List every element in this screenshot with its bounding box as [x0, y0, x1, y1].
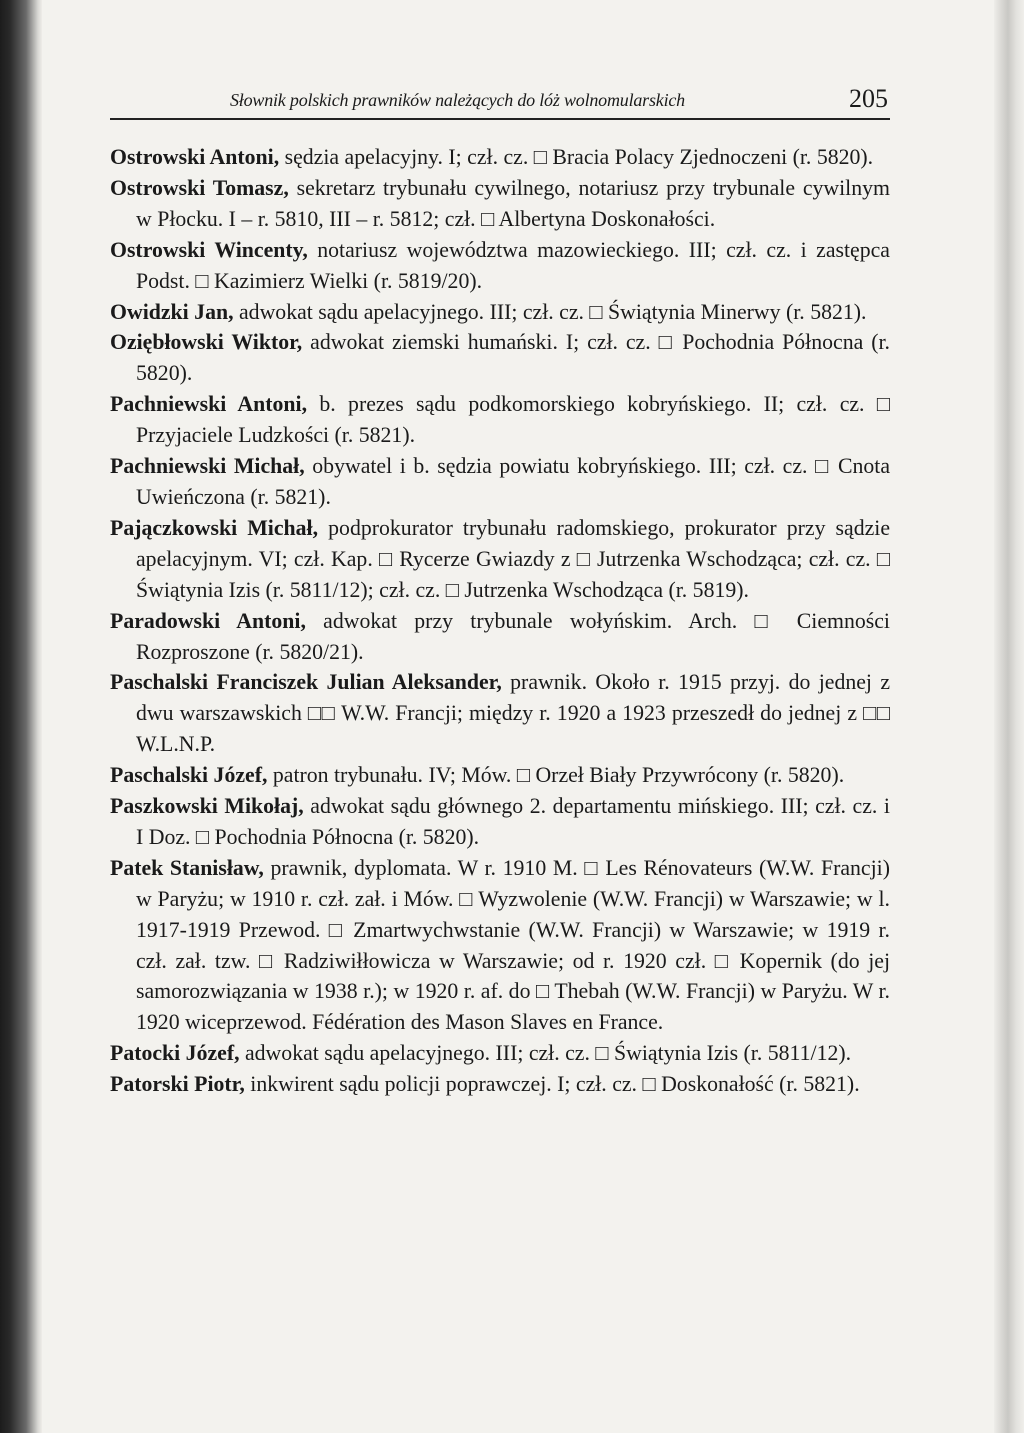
entry-name: Pajączkowski Michał, [110, 515, 319, 540]
dictionary-entry [110, 853, 890, 1038]
dictionary-entry [110, 173, 890, 235]
entry-name: Ostrowski Wincenty, [110, 237, 308, 262]
dictionary-entry [110, 389, 890, 451]
dictionary-entry [110, 760, 890, 791]
dictionary-entry [110, 667, 890, 760]
dictionary-entries [110, 142, 890, 1100]
entry-name: Paradowski Antoni, [110, 608, 306, 633]
dictionary-entry [110, 606, 890, 668]
entry-text: podprokurator trybunału radomskiego, prokurator przy sądzie apelacyjnym. VI; czł. Kap. □ Rycerze Gwiazdy z □ Jutrzenka Wschodząca; czł. cz. □ Świątynia Izis (r. 5811/12); czł. cz. □ Jutrzenka Wschodząca (r. 5819). [136, 515, 891, 602]
dictionary-entry [110, 235, 890, 297]
entry-text: sekretarz trybunału cywilnego, notariusz przy trybunale cywilnym w Płocku. I – r. 5810, III – r. 5812; czł. □ Albertyna Doskonałości. [136, 175, 890, 231]
page-header [110, 84, 890, 120]
entry-text: notariusz województwa mazowieckiego. III; czł. cz. i zastępca Podst. □ Kazimierz Wielki (r. 5819/20). [136, 237, 890, 293]
entry-text: adwokat przy trybunale wołyńskim. Arch. □ Ciemności Rozproszone (r. 5820/21). [136, 608, 890, 664]
entry-name: Patek Stanisław, [110, 855, 264, 880]
scan-edge-right [994, 0, 1024, 1433]
entry-name: Patorski Piotr, [110, 1072, 245, 1097]
dictionary-entry [110, 1069, 890, 1100]
entry-text: patron trybunału. IV; Mów. □ Orzeł Biały Przywrócony (r. 5820). [267, 763, 845, 788]
dictionary-entry [110, 297, 890, 328]
entry-name: Paszkowski Mikołaj, [110, 794, 304, 819]
dictionary-entry [110, 451, 890, 513]
entry-name: Ostrowski Tomasz, [110, 175, 289, 200]
entry-text: prawnik, dyplomata. W r. 1910 M. □ Les Rénovateurs (W.W. Francji) w Paryżu; w 1910 r. czł. zał. i Mów. □ Wyzwolenie (W.W. Francji) w Warszawie; w l. 1917-1919 Przewod. □ Zmartwychwstanie (W.W. Francji) w Warszawie; w 1919 r. czł. zał. tzw. □ Radziwiłłowicza w Warszawie; od r. 1920 czł. □ Kopernik (do jej samorozwiązania w 1938 r.); w 1920 r. af. do □ Thebah (W.W. Francji) w Paryżu. W r. 1920 wiceprzewod. Fédération des Mason Slaves en France. [136, 855, 890, 1035]
entry-text: b. prezes sądu podkomorskiego kobryńskiego. II; czł. cz. □ Przyjaciele Ludzkości (r. 5821). [136, 392, 890, 448]
entry-name: Owidzki Jan, [110, 299, 234, 324]
entry-text: obywatel i b. sędzia powiatu kobryńskiego. III; czł. cz. □ Cnota Uwieńczona (r. 5821). [136, 454, 891, 509]
entry-text: prawnik. Około r. 1915 przyj. do jednej z dwu warszawskich □□ W.W. Francji; między r. 1920 a 1923 przeszedł do jednej z □□ W.L.N.P. [136, 670, 890, 757]
entry-text: adwokat sądu głównego 2. departamentu mińskiego. III; czł. cz. i I Doz. □ Pochodnia Północna (r. 5820). [136, 794, 890, 849]
dictionary-entry [110, 142, 890, 173]
scan-edge-left [0, 0, 42, 1433]
dictionary-entry [110, 1038, 890, 1069]
entry-text: adwokat sądu apelacyjnego. III; czł. cz. □ Świątynia Minerwy (r. 5821). [233, 299, 867, 324]
entry-name: Oziębłowski Wiktor, [110, 330, 303, 355]
page-number: 205 [849, 84, 888, 113]
entry-text: sędzia apelacyjny. I; czł. cz. □ Bracia Polacy Zjednoczeni (r. 5820). [279, 145, 874, 169]
entry-text: inkwirent sądu policji poprawczej. I; czł. cz. □ Doskonałość (r. 5821). [244, 1072, 860, 1097]
entry-name: Ostrowski Antoni, [110, 145, 280, 169]
dictionary-entry [110, 791, 890, 853]
entry-name: Pachniewski Antoni, [110, 392, 308, 417]
running-title: Słownik polskich prawników należących do lóż wolnomularskich [230, 90, 685, 110]
entry-text: adwokat ziemski humański. I; czł. cz. □ Pochodnia Północna (r. 5820). [136, 330, 890, 386]
entry-text: adwokat sądu apelacyjnego. III; czł. cz. □ Świątynia Izis (r. 5811/12). [239, 1041, 852, 1066]
entry-name: Paschalski Franciszek Julian Aleksander, [110, 670, 502, 695]
entry-name: Pachniewski Michał, [110, 454, 305, 479]
book-page [110, 84, 890, 1100]
dictionary-entry [110, 513, 890, 606]
entry-name: Patocki Józef, [110, 1041, 240, 1066]
dictionary-entry [110, 327, 890, 389]
entry-name: Paschalski Józef, [110, 763, 268, 788]
